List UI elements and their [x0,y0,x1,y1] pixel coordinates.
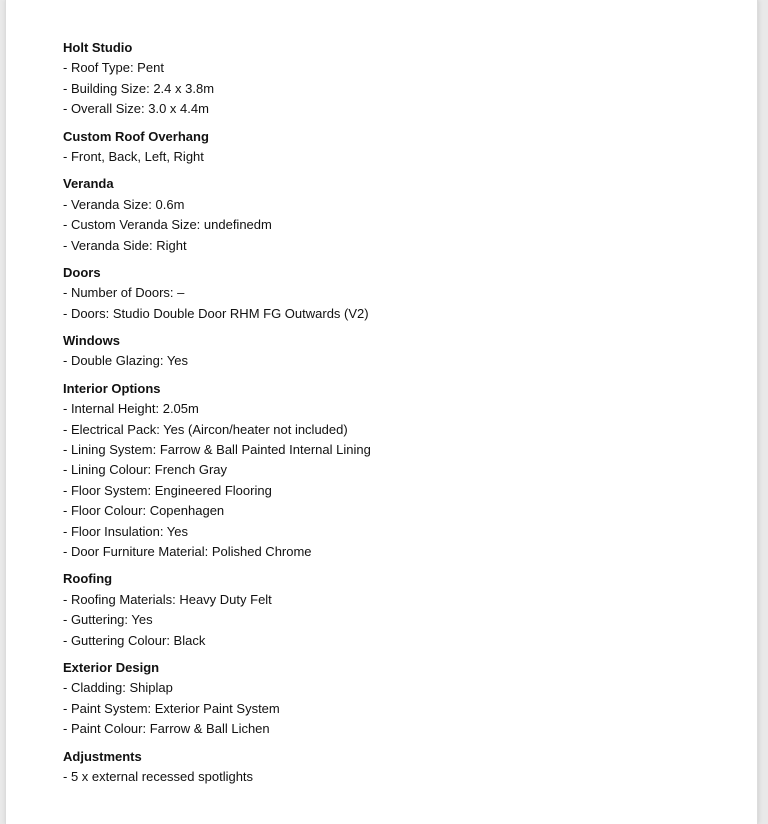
spec-line: - Front, Back, Left, Right [63,148,204,164]
spec-line: - Veranda Side: Right [63,237,187,253]
section-custom-roof-overhang [63,127,723,168]
spec-line: - Lining Colour: French Gray [63,462,228,478]
spec-line: - Lining System: Farrow & Ball Painted Internal Lining [63,442,371,458]
section-title: Holt Studio [63,40,133,55]
spec-line: - Number of Doors: – [63,285,185,301]
document-page [6,0,757,824]
section-title: Interior Options [63,380,161,396]
spec-line: - Roof Type: Pent [63,60,164,76]
section-title: Roofing [63,571,113,587]
spec-line: - Building Size: 2.4 x 3.8m [63,80,215,96]
section-title: Adjustments [63,748,142,764]
section-roofing [63,569,723,651]
section-title: Windows [63,333,120,349]
section-holt-studio [63,38,723,120]
spec-line: - Electrical Pack: Yes (Aircon/heater not included) [63,421,348,437]
section-title: Veranda [63,176,114,192]
section-title: Exterior Design [63,659,160,675]
spec-line: - Veranda Size: 0.6m [63,196,185,212]
spec-line: - Floor System: Engineered Flooring [63,482,272,498]
document-content [63,38,723,794]
section-title: Doors [63,264,101,280]
section-doors [63,263,723,324]
spec-line: - Guttering: Yes [63,612,153,628]
spec-line: - Door Furniture Material: Polished Chrome [63,543,312,559]
spec-line: - Paint Colour: Farrow & Ball Lichen [63,721,270,737]
spec-line: - Doors: Studio Double Door RHM FG Outwards (V2) [63,305,369,321]
section-adjustments [63,747,723,788]
spec-line: - Paint System: Exterior Paint System [63,700,280,716]
spec-line: - Internal Height: 2.05m [63,401,199,417]
spec-line: - Overall Size: 3.0 x 4.4m [63,101,209,117]
spec-line: - Floor Insulation: Yes [63,523,189,539]
spec-line: - 5 x external recessed spotlights [63,768,254,784]
section-title: Custom Roof Overhang [63,128,209,144]
section-interior-options [63,379,723,563]
spec-line: - Guttering Colour: Black [63,632,206,648]
section-windows [63,331,723,372]
section-exterior-design [63,658,723,740]
spec-line: - Custom Veranda Size: undefinedm [63,217,272,233]
section-veranda [63,174,723,256]
spec-line: - Roofing Materials: Heavy Duty Felt [63,591,272,607]
spec-line: - Double Glazing: Yes [63,353,189,369]
spec-line: - Floor Colour: Copenhagen [63,503,225,519]
spec-line: - Cladding: Shiplap [63,680,173,696]
